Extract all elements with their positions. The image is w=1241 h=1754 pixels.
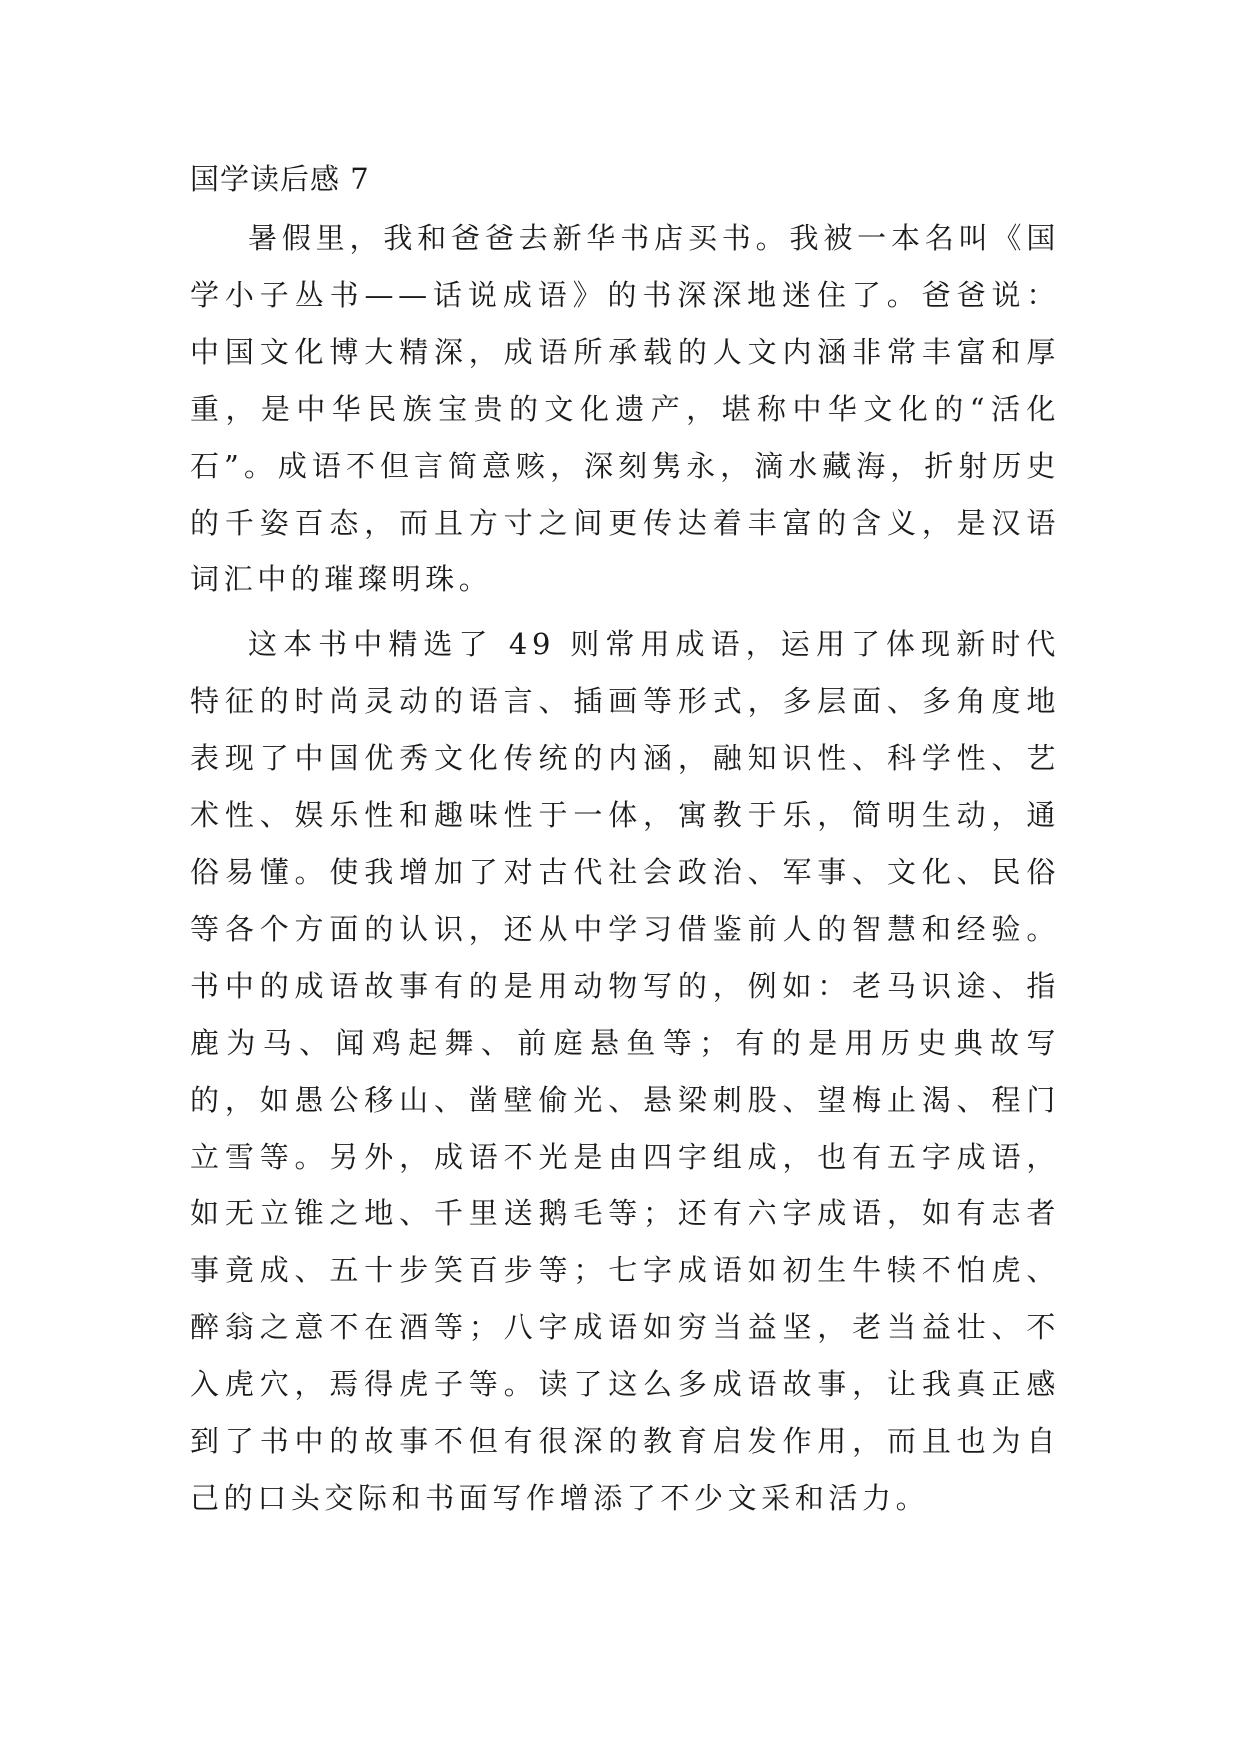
document-body: [190, 150, 1060, 1527]
paragraph-1: 暑假里，我和爸爸去新华书店买书。我被一本名叫《国学小子丛书——话说成语》的书深深地迷住了。爸爸说：中国文化博大精深，成语所承载的人文内涵非常丰富和厚重，是中华民族宝贵的文化遗产，堪称中华文化的“活化石”。成语不但言简意赅，深刻隽永，滴水藏海，折射历史的千姿百态，而且方寸之间更传达着丰富的含义，是汉语词汇中的璀璨明珠。: [190, 221, 1060, 597]
paragraph-2: 这本书中精选了 49 则常用成语，运用了体现新时代特征的时尚灵动的语言、插画等形式，多层面、多角度地表现了中国优秀文化传统的内涵，融知识性、科学性、艺术性、娱乐性和趣味性于一体，寓教于乐，简明生动，通俗易懂。使我增加了对古代社会政治、军事、文化、民俗等各个方面的认识，还从中学习借鉴前人的智慧和经验。书中的成语故事有的是用动物写的，例如：老马识途、指鹿为马、闻鸡起舞、前庭悬鱼等；有的是用历史典故写的，如愚公移山、凿壁偷光、悬梁刺股、望梅止渴、程门立雪等。另外，成语不光是由四字组成，也有五字成语，如无立锥之地、千里送鹅毛等；还有六字成语，如有志者事竟成、五十步笑百步等；七字成语如初生牛犊不怕虎、醉翁之意不在酒等；八字成语如穷当益坚，老当益壮、不入虎穴，焉得虎子等。读了这么多成语故事，让我真正感到了书中的故事不但有很深的教育启发作用，而且也为自己的口头交际和书面写作增添了不少文采和活力。: [190, 627, 1060, 1515]
document-title: 国学读后感 7: [190, 162, 370, 196]
